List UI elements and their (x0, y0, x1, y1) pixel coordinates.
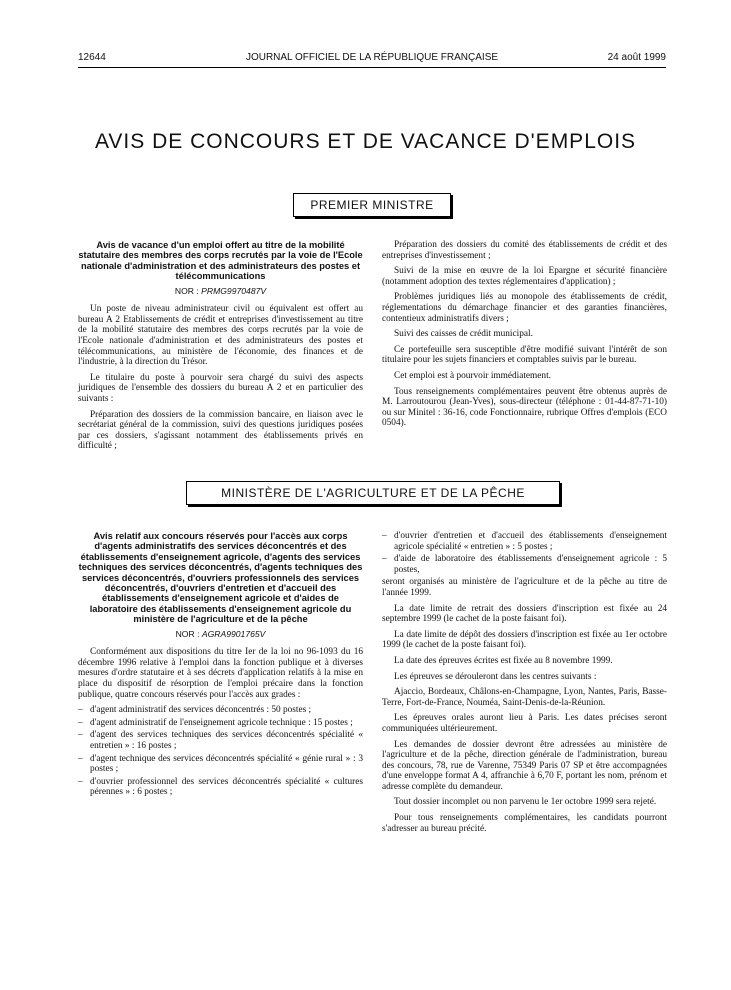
nor-code: PRMG9970487V (201, 285, 267, 296)
paragraph: Suivi des caisses de crédit municipal. (394, 329, 533, 340)
paragraph: Cet emploi est à pourvoir immédiatement. (394, 370, 551, 381)
paragraph: Préparation des dossiers de la commission bancaire, en liaison avec le secrétariat général de la commission, suivi des questions juridiques posées par ces dossiers, s'agissant notamment des établissements privés en difficulté ; (78, 409, 363, 452)
paragraph: La date limite de dépôt des dossiers d'inscription est fixée au 1er octobre 1999 (le cachet de la poste faisant foi). (382, 629, 667, 651)
grade-list (78, 705, 363, 798)
list-item: – d'agent administratif de l'enseignement agricole technique : 15 postes ; (78, 718, 363, 729)
list-item: – d'agent administratif des services déconcentrés : 50 postes ; (78, 705, 363, 716)
list-item: – d'ouvrier d'entretien et d'accueil des établissements d'enseignement agricole spécialité « entretien » : 5 postes ; (382, 531, 667, 552)
list-item: – d'ouvrier professionnel des services déconcentrés spécialité « cultures pérennes » : 6 postes ; (78, 777, 363, 798)
paragraph: Problèmes juridiques liés au monopole des établissements de crédit, réglementations du démarchage financier et des garanties financières, contentieux administratifs divers ; (382, 292, 667, 324)
paragraph: Ce portefeuille sera susceptible d'être modifié suivant l'intérêt de son titulaire pour les sujets financiers et comptables suivis par le bureau. (382, 344, 667, 366)
paragraph: Les demandes de dossier devront être adressées au ministère de l'agriculture et de la pêche, direction générale de l'administration, bureau des concours, 78, rue de Varenne, 75349 Paris 07 SP et être accompagnées d'une enveloppe format A 4, affranchie à 6,70 F, portant les nom, prénom et adresse complète du demandeur. (382, 739, 667, 792)
page-title: AVIS DE CONCOURS ET DE VACANCE D'EMPLOIS (94, 130, 637, 153)
section1-right-column (382, 240, 667, 434)
paragraph: Pour tous renseignements complémentaires, les candidats pourront s'adresser au bureau précité. (382, 813, 667, 834)
paragraph: seront organisés au ministère de l'agriculture et de la pêche au titre de l'année 1999. (382, 577, 667, 598)
nor-reference (78, 629, 363, 640)
nor-code: AGRA9901765V (201, 628, 266, 639)
issue-date: 24 août 1999 (607, 52, 666, 63)
paragraph: Préparation des dossiers du comité des établissements de crédit et des entreprises d'investissement ; (382, 240, 667, 261)
journal-title: JOURNAL OFFICIEL DE LA RÉPUBLIQUE FRANÇAISE (245, 52, 499, 63)
paragraph: La date des épreuves écrites est fixée au 8 novembre 1999. (394, 655, 613, 666)
paragraph: Conformément aux dispositions du titre Ier de la loi no 96-1093 du 16 décembre 1996 relative à l'emploi dans la fonction publique et à diverses mesures d'ordre statutaire et à ses décrets d'application relatifs à la mise en place du dispositif de résorption de l'emploi précaire dans la fonction publique, quatre concours réservés pour l'accès aux grades : (78, 647, 363, 700)
nor-reference (78, 286, 363, 297)
list-item: – d'aide de laboratoire des établissements d'enseignement agricole : 5 postes, (382, 554, 667, 575)
paragraph: Le titulaire du poste à pourvoir sera chargé du suivi des aspects juridiques de l'ensemble des dossiers du bureau A 2 et en particulier des suivants : (78, 372, 363, 404)
nor-label: NOR : (174, 285, 199, 296)
paragraph: Un poste de niveau administrateur civil ou équivalent est offert au bureau A 2 Etablissements de crédit et entreprises d'investissement au titre de la mobilité statutaire des membres des corps recrutés par la voie de l'Ecole nationale d'administration et des administrateurs des postes et télécommunications, au ministère de l'économie, des finances et de l'industrie, à la direction du Trésor. (78, 304, 363, 368)
article-title: Avis de vacance d'un emploi offert au titre de la mobilité statutaire des membres des corps recrutés par la voie de l'Ecole nationale d'administration et des administrateurs des postes et télécommunications (78, 240, 363, 282)
page-number: 12644 (78, 52, 106, 63)
paragraph: Tout dossier incomplet ou non parvenu le 1er octobre 1999 sera rejeté. (394, 797, 657, 808)
paragraph: Tous renseignements complémentaires peuvent être obtenus auprès de M. Larroutourou (Jean-Yves), sous-directeur (téléphone : 01-44-87-71-10) ou sur Minitel : 36-16, code Fonctionnaire, rubrique Offres d'emplois (ECO 0504). (382, 386, 667, 429)
list-item: – d'agent technique des services déconcentrés spécialité « génie rural » : 3 postes ; (78, 754, 363, 775)
paragraph: Les épreuves se dérouleront dans les centres suivants : (394, 671, 597, 682)
header-rule (78, 67, 666, 68)
paragraph: Les épreuves orales auront lieu à Paris. Les dates précises seront communiquées ultérieurement. (382, 713, 667, 734)
paragraph: Ajaccio, Bordeaux, Châlons-en-Champagne, Lyon, Nantes, Paris, Basse-Terre, Fort-de-France, Nouméa, Saint-Denis-de-la-Réunion. (382, 687, 667, 708)
running-header (78, 52, 666, 66)
section-heading-premier-ministre: PREMIER MINISTRE (293, 193, 451, 217)
article-title: Avis relatif aux concours réservés pour l'accès aux corps d'agents administratifs des services déconcentrés et des établissements d'enseignement agricole, d'agents des services techniques des services déconcentrés, d'agents techniques des services déconcentrés, d'ouvriers professionnels des services déconcentrés, d'ouvriers d'entretien et d'accueil des établissements d'enseignement agricole et d'aides de laboratoire des établissements d'enseignement agricole du ministère de l'agriculture et de la pêche (78, 531, 363, 625)
grade-list-continued (382, 531, 667, 575)
section2-left-column (78, 531, 363, 800)
paragraph: La date limite de retrait des dossiers d'inscription est fixée au 24 septembre 1999 (le cachet de la poste faisant foi). (382, 603, 667, 625)
paragraph: Suivi de la mise en œuvre de la loi Epargne et sécurité financière (notamment adoption des textes réglementaires d'application) ; (382, 266, 667, 287)
section2-right-column (382, 531, 667, 839)
nor-label: NOR : (175, 628, 200, 639)
section-heading-agriculture: MINISTÈRE DE L'AGRICULTURE ET DE LA PÊCHE (186, 481, 560, 505)
section1-left-column (78, 240, 363, 457)
list-item: – d'agent des services techniques des services déconcentrés spécialité « entretien » : 16 postes ; (78, 730, 363, 751)
